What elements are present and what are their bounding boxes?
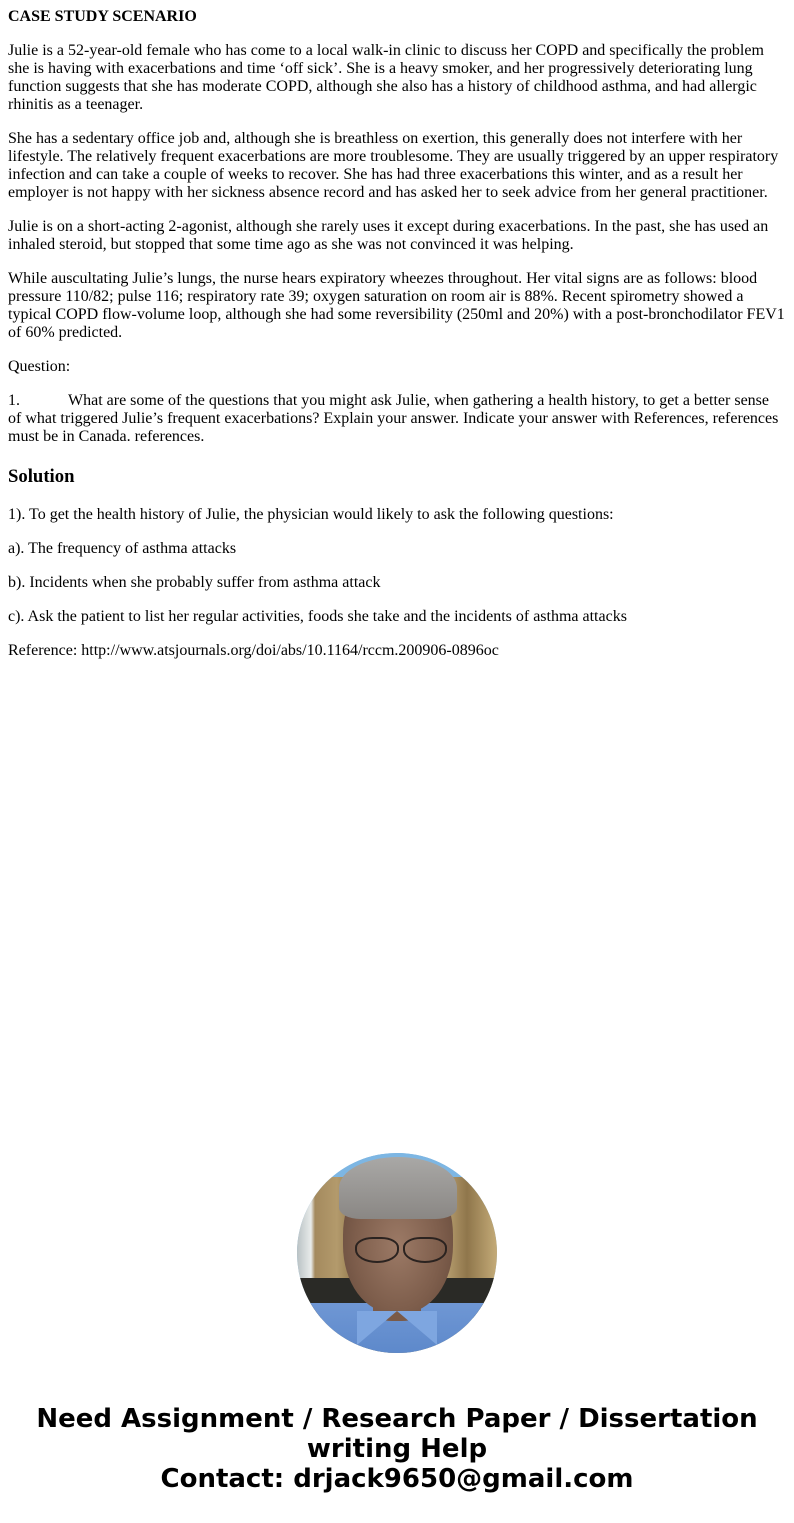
glasses-icon <box>403 1237 447 1263</box>
promo-contact: Contact: drjack9650@gmail.com <box>160 1464 634 1494</box>
solution-intro: 1). To get the health history of Julie, the physician would likely to ask the following questions: <box>8 506 614 523</box>
paragraph-medication: Julie is on a short-acting 2-agonist, although she rarely uses it except during exacerbations. In the past, she has used an inhaled steroid, but stopped that some time ago as she was not convinced it was helping. <box>8 218 769 253</box>
author-avatar <box>297 1153 497 1353</box>
solution-item-a: a). The frequency of asthma attacks <box>8 540 237 557</box>
solution-item-b: b). Incidents when she probably suffer from asthma attack <box>8 574 381 591</box>
case-study-title: CASE STUDY SCENARIO <box>8 8 197 25</box>
promo-line-2: writing Help <box>306 1434 488 1464</box>
avatar-collar <box>357 1311 397 1345</box>
question-number: 1. <box>8 392 20 409</box>
solution-item-c: c). Ask the patient to list her regular activities, foods she take and the incidents of asthma attacks <box>8 608 627 625</box>
glasses-icon <box>355 1237 399 1263</box>
paragraph-patient-intro: Julie is a 52-year-old female who has come to a local walk-in clinic to discuss her COPD and specifically the problem she is having with exacerbations and time ‘off sick’. She is a heavy smoker, and her progressively deteriorating lung function suggests that she has moderate COPD, although she also has a history of childhood asthma, and had allergic rhinitis as a teenager. <box>8 42 764 113</box>
document-body <box>8 8 786 676</box>
question-text: What are some of the questions that you might ask Julie, when gathering a health history, to get a better sense of what triggered Julie’s frequent exacerbations? Explain your answer. Indicate your answer with References, references must be in Canada. references. <box>8 392 779 445</box>
avatar-hair <box>339 1157 457 1219</box>
question-item <box>8 392 786 446</box>
promo-banner <box>0 1404 794 1494</box>
solution-heading: Solution <box>8 466 75 487</box>
paragraph-vitals: While auscultating Julie’s lungs, the nurse hears expiratory wheezes throughout. Her vital signs are as follows: blood pressure 110/82; pulse 116; respiratory rate 39; oxygen saturation on room air is 88%. Recent spirometry showed a typical COPD flow-volume loop, although she had some reversibility (250ml and 20%) with a post-bronchodilator FEV1 of 60% predicted. <box>8 270 785 341</box>
promo-line-1: Need Assignment / Research Paper / Dissertation <box>36 1404 758 1434</box>
question-label: Question: <box>8 358 71 375</box>
paragraph-lifestyle: She has a sedentary office job and, although she is breathless on exertion, this generally does not interfere with her lifestyle. The relatively frequent exacerbations are more troublesome. They are usually triggered by an upper respiratory infection and can take a couple of weeks to recover. She has had three exacerbations this winter, and as a result her employer is not happy with her sickness absence record and has asked her to seek advice from her general practitioner. <box>8 130 779 201</box>
solution-reference: Reference: http://www.atsjournals.org/doi/abs/10.1164/rccm.200906-0896oc <box>8 642 499 659</box>
avatar-collar <box>397 1311 437 1345</box>
